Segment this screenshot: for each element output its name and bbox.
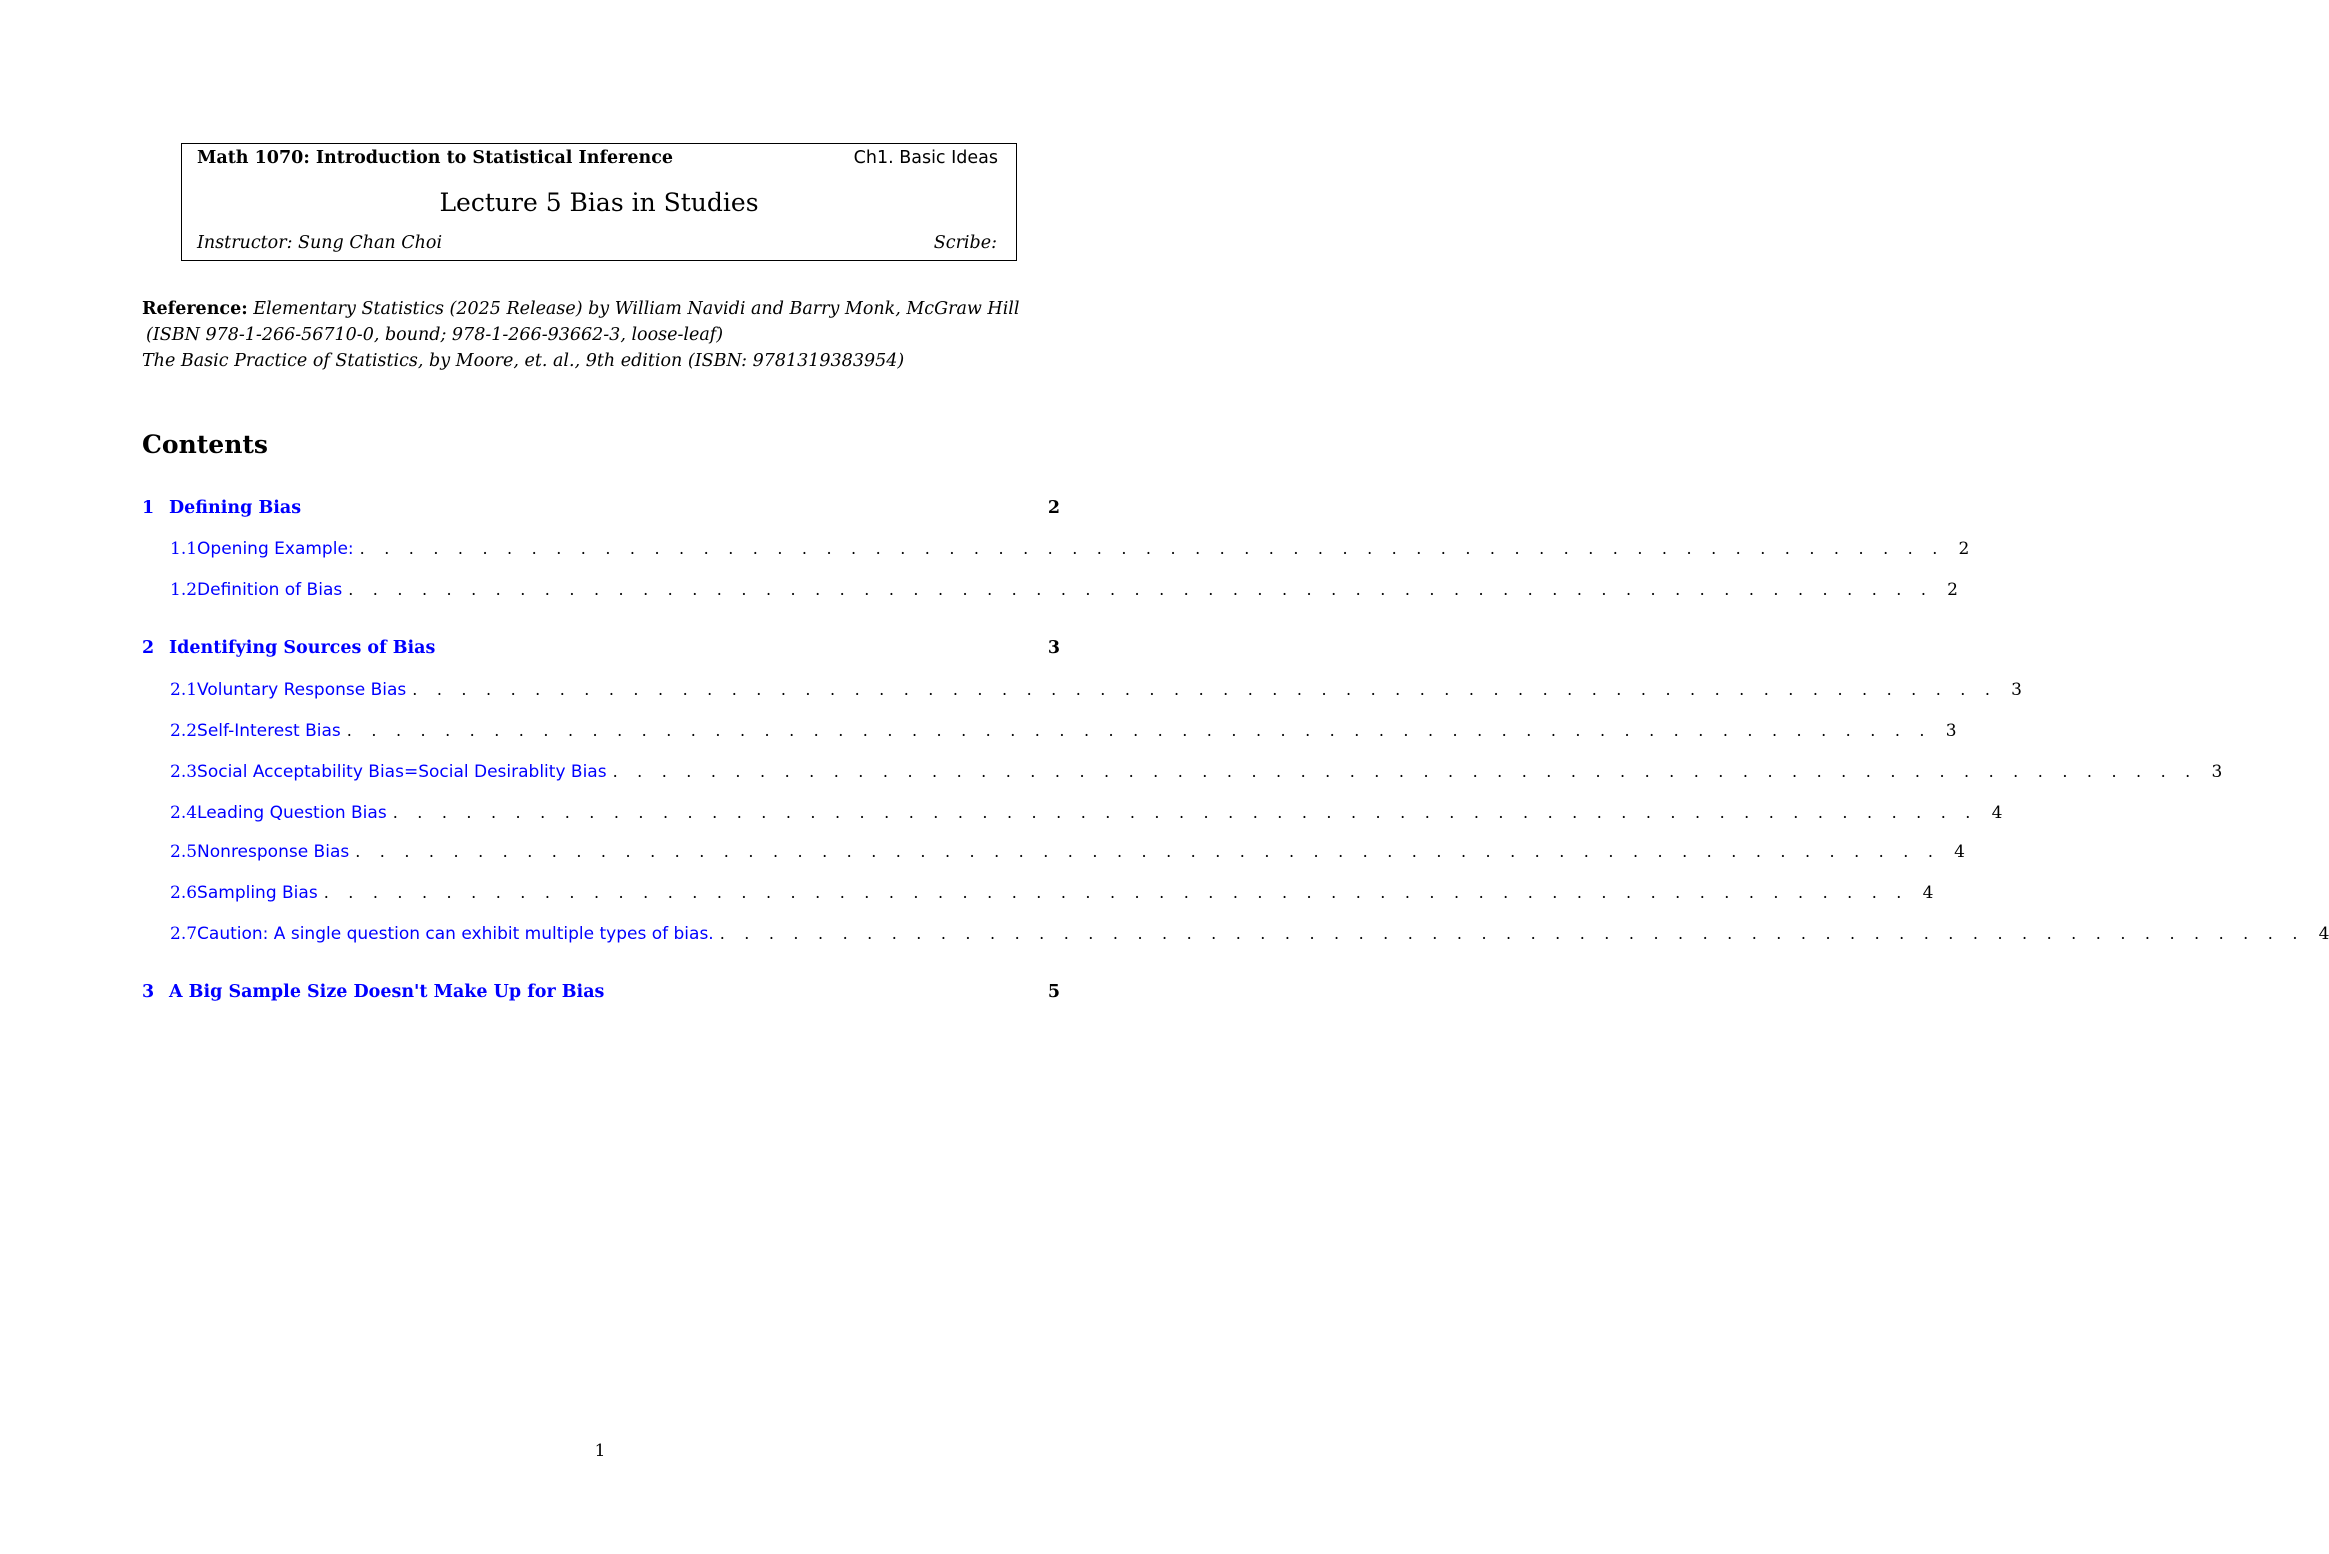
toc-subsection-2-5[interactable] [142,842,1965,868]
toc-leader: . . . . . . . . . . . . . . . . . . . . . . . . . . . . . . . . . . . . . . . . . . . . . . . . . . . . . . . . . . . . . . . . . [355,842,1941,861]
toc-section-2[interactable] [142,638,1060,664]
toc-leader: . . . . . . . . . . . . . . . . . . . . . . . . . . . . . . . . . . . . . . . . . . . . . . . . . . . . . . . . . . . . . . . . . [359,539,1945,558]
toc-page: 2 [1947,580,1958,600]
toc-number: 2.5 [170,842,198,862]
page-number: 1 [594,1441,606,1461]
scribe-label: Scribe: [933,233,997,253]
toc-subsection-2-1[interactable] [142,680,2022,706]
toc-page: 4 [1954,842,1965,862]
toc-leader: . . . . . . . . . . . . . . . . . . . . . . . . . . . . . . . . . . . . . . . . . . . . . . . . . . . . . . . . . . . . . . . . . [719,924,2305,943]
toc-title: Self-Interest Bias [197,721,341,741]
toc-title: Sampling Bias [197,883,318,903]
toc-number: 2.2 [170,721,198,741]
toc-subsection-2-6[interactable] [142,883,1934,909]
toc-page: 3 [1945,721,1957,741]
toc-title: Identifying Sources of Bias [169,638,436,658]
lecture-header-box [181,143,1017,261]
toc-title: Caution: A single question can exhibit multiple types of bias. [197,924,714,944]
reference-line-1 [142,296,1062,322]
toc-page: 4 [1991,803,2003,823]
toc-number: 2 [142,638,155,658]
toc-page: 3 [2011,680,2022,700]
toc-page: 4 [2318,924,2329,944]
toc-subsection-2-3[interactable] [142,762,2223,788]
toc-page: 5 [1047,982,1060,1002]
toc-number: 1.1 [170,539,198,559]
course-title: Math 1070: Introduction to Statistical Inference [197,148,673,168]
toc-number: 2.7 [170,924,198,944]
toc-leader: . . . . . . . . . . . . . . . . . . . . . . . . . . . . . . . . . . . . . . . . . . . . . . . . . . . . . . . . . . . . . . . . . [412,680,1998,699]
toc-leader: . . . . . . . . . . . . . . . . . . . . . . . . . . . . . . . . . . . . . . . . . . . . . . . . . . . . . . . . . . . . . . . . . [346,721,1932,740]
toc-title: A Big Sample Size Doesn't Make Up for Bias [169,982,605,1002]
reference-line-3: The Basic Practice of Statistics, by Moore, et. al., 9th edition (ISBN: 9781319383954) [142,351,905,371]
toc-title: Defining Bias [169,498,302,518]
reference-line-2: (ISBN 978-1-266-56710-0, bound; 978-1-266-93662-3, loose-leaf) [146,325,724,345]
toc-page: 2 [1047,498,1060,518]
toc-leader: . . . . . . . . . . . . . . . . . . . . . . . . . . . . . . . . . . . . . . . . . . . . . . . . . . . . . . . . . . . . . . . . . [348,580,1934,599]
toc-title: Nonresponse Bias [197,842,350,862]
toc-page: 4 [1922,883,1934,903]
toc-page: 3 [1047,638,1060,658]
toc-title: Social Acceptability Bias=Social Desirablity Bias [197,762,607,782]
toc-number: 3 [142,982,155,1002]
toc-title: Leading Question Bias [197,803,387,823]
toc-number: 1.2 [170,580,198,600]
toc-subsection-2-7[interactable] [142,924,2329,950]
toc-subsection-2-2[interactable] [142,721,1957,747]
instructor-name: Instructor: Sung Chan Choi [197,233,443,253]
toc-subsection-2-4[interactable] [142,803,2003,829]
toc-leader: . . . . . . . . . . . . . . . . . . . . . . . . . . . . . . . . . . . . . . . . . . . . . . . . . . . . . . . . . . . . . . . . . [392,803,1978,822]
toc-leader: . . . . . . . . . . . . . . . . . . . . . . . . . . . . . . . . . . . . . . . . . . . . . . . . . . . . . . . . . . . . . . . . . [612,762,2198,781]
toc-subsection-1-1[interactable] [142,539,1970,565]
toc-section-3[interactable] [142,982,1060,1008]
toc-title: Opening Example: [197,539,354,559]
toc-number: 2.4 [170,803,198,823]
reference-block [142,296,1062,374]
toc-subsection-1-2[interactable] [142,580,1958,606]
toc-number: 2.1 [170,680,198,700]
lecture-title: Lecture 5 Bias in Studies [439,188,759,217]
toc-section-1[interactable] [142,498,1060,524]
toc-number: 2.3 [170,762,198,782]
toc-number: 1 [142,498,155,518]
contents-heading: Contents [142,430,269,459]
toc-title: Definition of Bias [197,580,343,600]
chapter-label: Ch1. Basic Ideas [853,148,998,168]
reference-text-1: Elementary Statistics (2025 Release) by William Navidi and Barry Monk, McGraw Hill [253,299,1020,319]
toc-number: 2.6 [170,883,198,903]
toc-title: Voluntary Response Bias [197,680,407,700]
toc-leader: . . . . . . . . . . . . . . . . . . . . . . . . . . . . . . . . . . . . . . . . . . . . . . . . . . . . . . . . . . . . . . . . . [323,883,1909,902]
toc-page: 3 [2211,762,2223,782]
reference-label: Reference: [142,299,248,319]
toc-page: 2 [1958,539,1970,559]
